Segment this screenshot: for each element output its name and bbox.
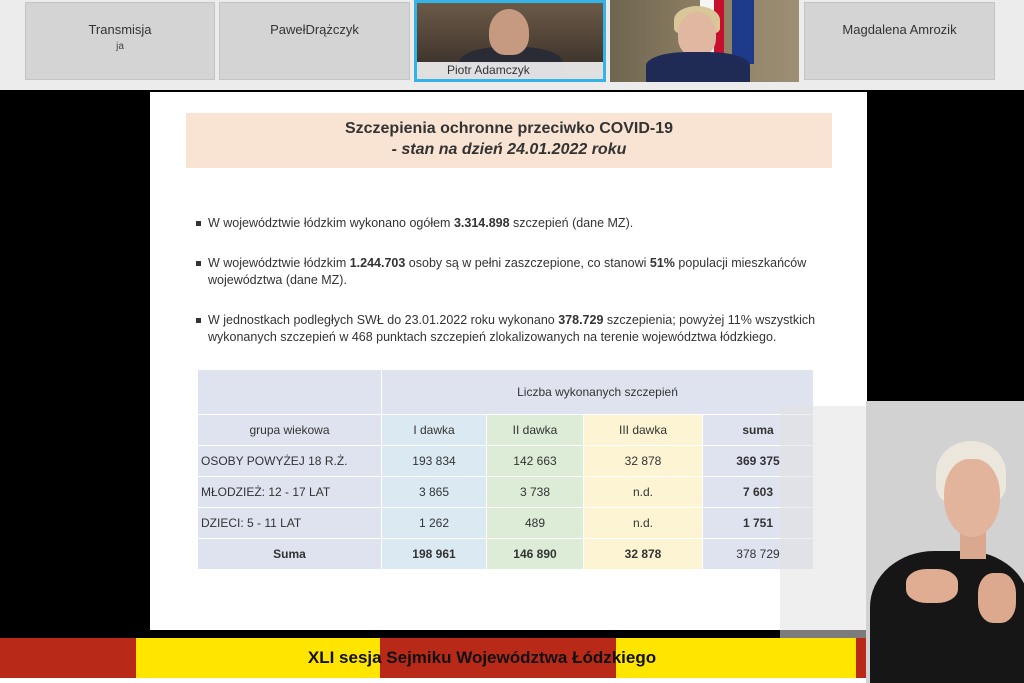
table-column-header-row [198,415,814,446]
bullet-highlight: 51% [649,256,675,270]
participant-video-piotr-adamczyk[interactable] [414,0,606,82]
table-cell: 378 729 [703,539,814,570]
video-person-head [678,12,716,56]
table-cell: DZIECI: 5 - 11 LAT [198,508,382,539]
table-cell: 369 375 [703,446,814,477]
participants-strip [0,0,1024,90]
sign-language-interpreter-video [866,401,1024,683]
participant-tile-transmisja[interactable] [25,2,215,80]
column-header: II dawka [487,415,584,446]
bullet-highlight: 3.314.898 [453,216,510,230]
table-cell: 1 262 [382,508,487,539]
table-cell: 3 738 [487,477,584,508]
bullet-item [196,215,836,232]
table-cell: 1 751 [703,508,814,539]
table-corner-cell [198,370,382,415]
shared-slide [150,92,867,630]
bullet-icon [196,261,201,266]
bullet-icon [196,221,201,226]
table-span-header: Liczba wykonanych szczepień [382,370,814,415]
table-row [198,446,814,477]
bullet-item [196,255,836,289]
banner-title: XLI sesja Sejmiku Województwa Łódzkiego [307,648,657,667]
participant-name: Piotr Adamczyk [417,62,603,79]
bullet-text: W województwie łódzkim wykonano ogółem [208,216,454,230]
video-person-head [489,9,529,55]
participant-video-speaker[interactable] [610,0,799,82]
vaccination-table [198,370,814,570]
slide-subtitle: - stan na dzień 24.01.2022 roku [391,141,627,158]
bullet-text: W jednostkach podległych SWŁ do 23.01.2022 roku wykonano [208,313,559,327]
column-header: III dawka [584,415,703,446]
table-cell: 193 834 [382,446,487,477]
slide-title: Szczepienia ochronne przeciwko COVID-19 [344,120,674,137]
participant-sub-label: ja [116,41,124,52]
bullet-text: szczepień (dane MZ). [509,216,634,230]
table-row [198,508,814,539]
table-header-row [198,370,814,415]
participant-name: Magdalena Amrozik [842,22,957,37]
participant-tile-pawel-drazczyk[interactable] [219,2,410,80]
table-cell: 198 961 [382,539,487,570]
bullet-highlight: 378.729 [558,313,604,327]
bullet-text: W województwie łódzkim [208,256,350,270]
bullet-icon [196,318,201,323]
interpreter-hand [978,573,1016,623]
table-cell: Suma [198,539,382,570]
participant-tile-magdalena-amrozik[interactable] [804,2,995,80]
participant-name: PawełDrążczyk [270,22,359,37]
interpreter-overlay-fade [780,406,866,638]
bullet-text: osoby są w pełni zaszczepione, co stanowi [405,256,650,270]
table-cell: 32 878 [584,446,703,477]
table-cell: n.d. [584,508,703,539]
table-cell: 489 [487,508,584,539]
table-cell: 146 890 [487,539,584,570]
video-person-body [646,52,750,82]
bullet-item [196,312,836,346]
column-header: suma [703,415,814,446]
interpreter-hand [906,569,958,603]
bullet-highlight: 1.244.703 [349,256,406,270]
table-cell: OSOBY POWYŻEJ 18 R.Ż. [198,446,382,477]
table-cell: 7 603 [703,477,814,508]
column-header: grupa wiekowa [198,415,382,446]
bullet-text: szczepienia; powyżej 11% wszystkich wykonanych szczepień w 468 punktach szczepień zlokalizowanych na terenie województwa łódzkiego. [208,313,816,344]
bullet-text: populacji mieszkańców województwa (dane MZ). [208,256,807,287]
participant-name: Transmisja [88,22,152,37]
table-cell: 32 878 [584,539,703,570]
table-cell: 3 865 [382,477,487,508]
table-total-row [198,539,814,570]
column-header: I dawka [382,415,487,446]
interpreter-face [944,459,1000,537]
table-cell: 142 663 [487,446,584,477]
table-cell: n.d. [584,477,703,508]
slide-title-box [186,113,832,168]
table-cell: MŁODZIEŻ: 12 - 17 LAT [198,477,382,508]
table-row [198,477,814,508]
